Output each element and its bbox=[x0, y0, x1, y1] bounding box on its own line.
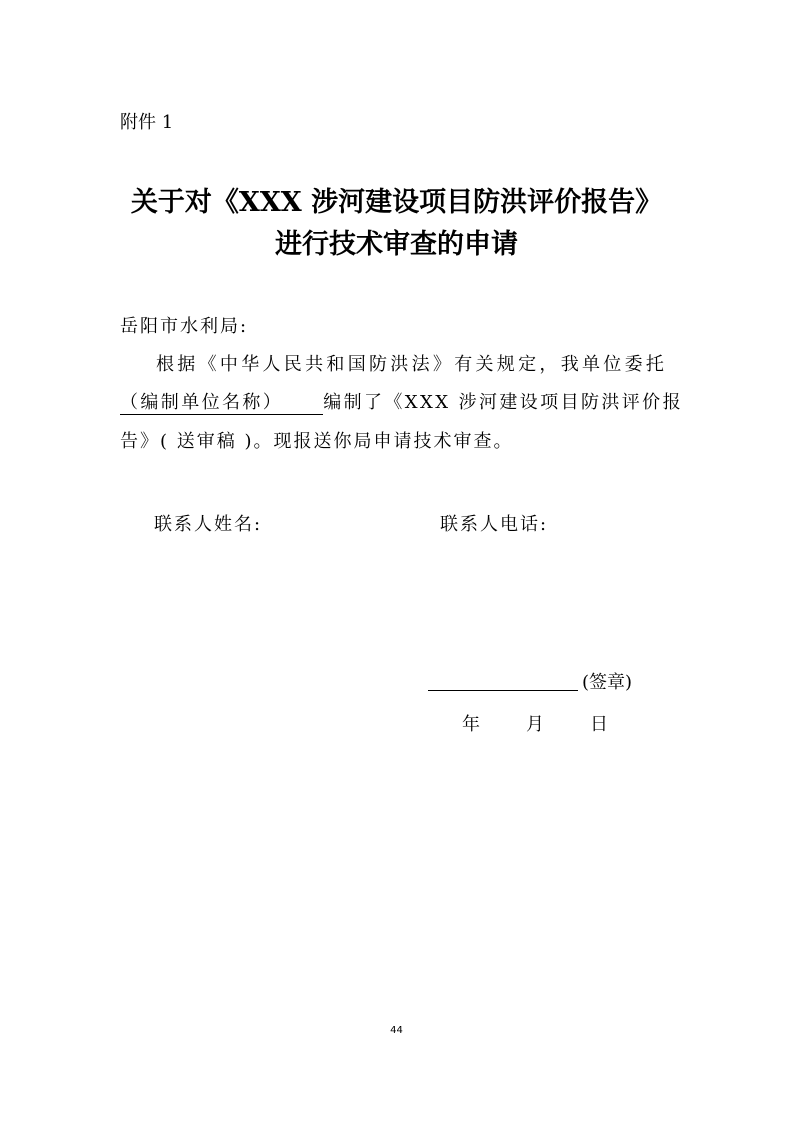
addressee: 岳阳市水利局: bbox=[120, 316, 249, 337]
contact-phone-label: 联系人电话: bbox=[440, 514, 549, 535]
body-line-1: 根据《中华人民共和国防洪法》有关规定，我单位委托 bbox=[156, 354, 668, 375]
signature-line bbox=[428, 690, 578, 691]
date-year-label: 年 bbox=[462, 714, 482, 735]
date-day-label: 日 bbox=[590, 714, 610, 735]
seal-label: (签章) bbox=[582, 672, 633, 693]
document-title-line2: 进行技术审查的申请 bbox=[275, 229, 518, 260]
document-title-line1: 关于对《XXX 涉河建设项目防洪评价报告》 bbox=[130, 187, 663, 218]
attachment-label: 附件 1 bbox=[120, 112, 174, 133]
body-line-2-rest: 编制了《XXX 涉河建设项目防洪评价报 bbox=[323, 392, 683, 413]
body-line-2 bbox=[120, 388, 683, 415]
contact-name-label: 联系人姓名: bbox=[154, 514, 263, 535]
date-month-label: 月 bbox=[526, 714, 546, 735]
page-number: 44 bbox=[390, 1025, 403, 1036]
body-line-3: 告》( 送审稿 )。现报送你局申请技术审查。 bbox=[120, 431, 514, 452]
unit-name-placeholder: （编制单位名称） bbox=[120, 388, 323, 415]
